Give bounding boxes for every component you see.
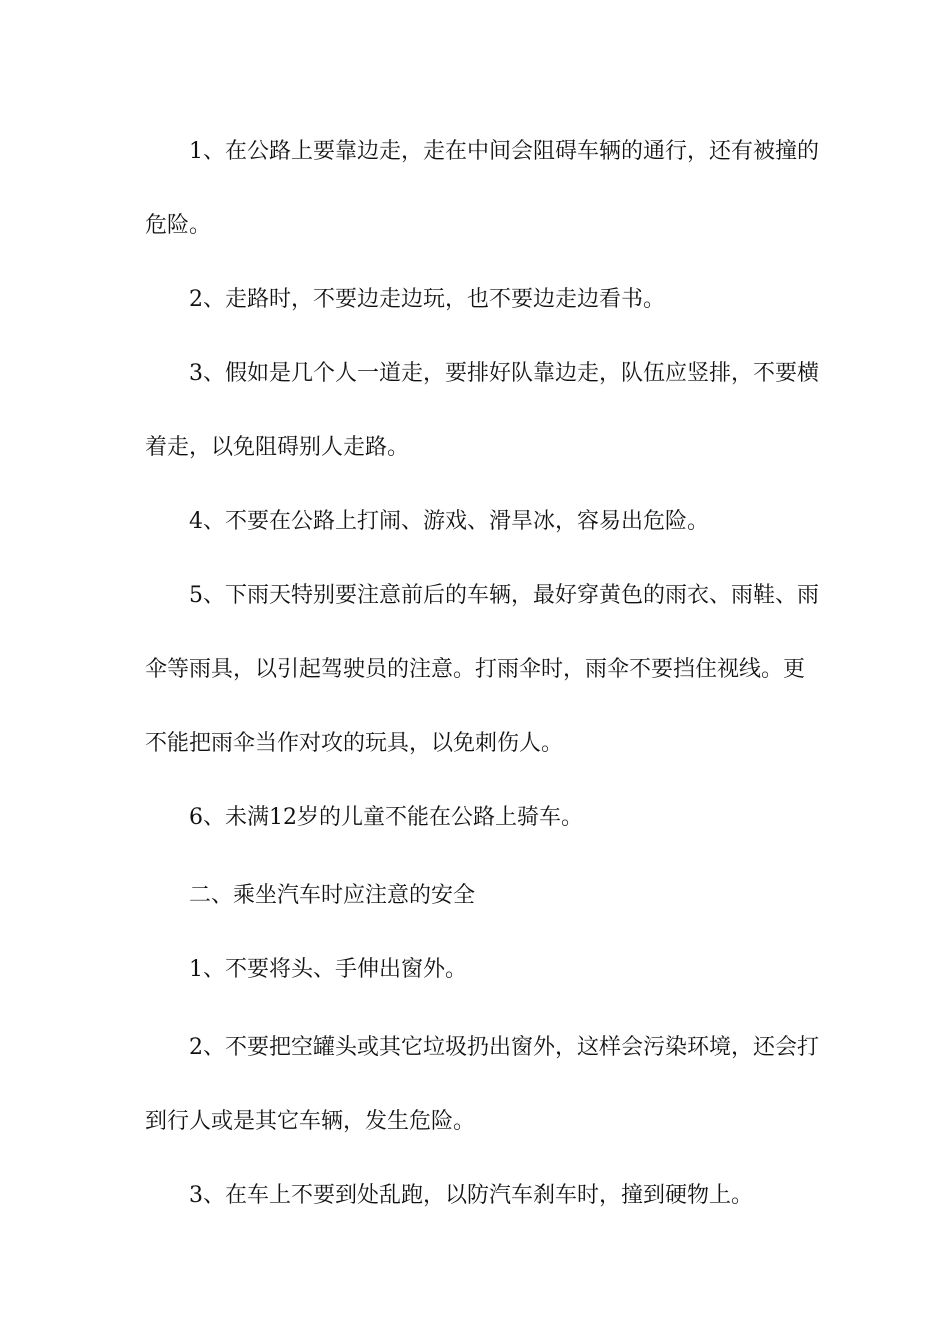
paragraph-7: 1、不要将头、手伸出窗外。	[189, 957, 467, 982]
paragraph-5: 5、下雨天特别要注意前后的车辆，最好穿黄色的雨衣、雨鞋、雨伞等雨具，以引起驾驶员的注意。打雨伞时，雨伞不要挡住视线。更不能把雨伞当作对攻的玩具，以免刺伤人。	[145, 583, 819, 756]
paragraph-4: 4、不要在公路上打闹、游戏、滑旱冰，容易出危险。	[189, 509, 709, 534]
section-heading: 二、乘坐汽车时应注意的安全	[189, 883, 476, 908]
paragraph-8: 2、不要把空罐头或其它垃圾扔出窗外，这样会污染环境，还会打到行人或是其它车辆，发生危险。	[145, 1035, 819, 1134]
paragraph-1: 1、在公路上要靠边走，走在中间会阻碍车辆的通行，还有被撞的危险。	[145, 139, 819, 238]
paragraph-9: 3、在车上不要到处乱跑，以防汽车刹车时，撞到硬物上。	[189, 1183, 753, 1208]
paragraph-3: 3、假如是几个人一道走，要排好队靠边走，队伍应竖排，不要横着走，以免阻碍别人走路。	[145, 361, 819, 460]
paragraph-6: 6、未满12岁的儿童不能在公路上骑车。	[189, 805, 583, 830]
paragraph-2: 2、走路时，不要边走边玩，也不要边走边看书。	[189, 287, 665, 312]
